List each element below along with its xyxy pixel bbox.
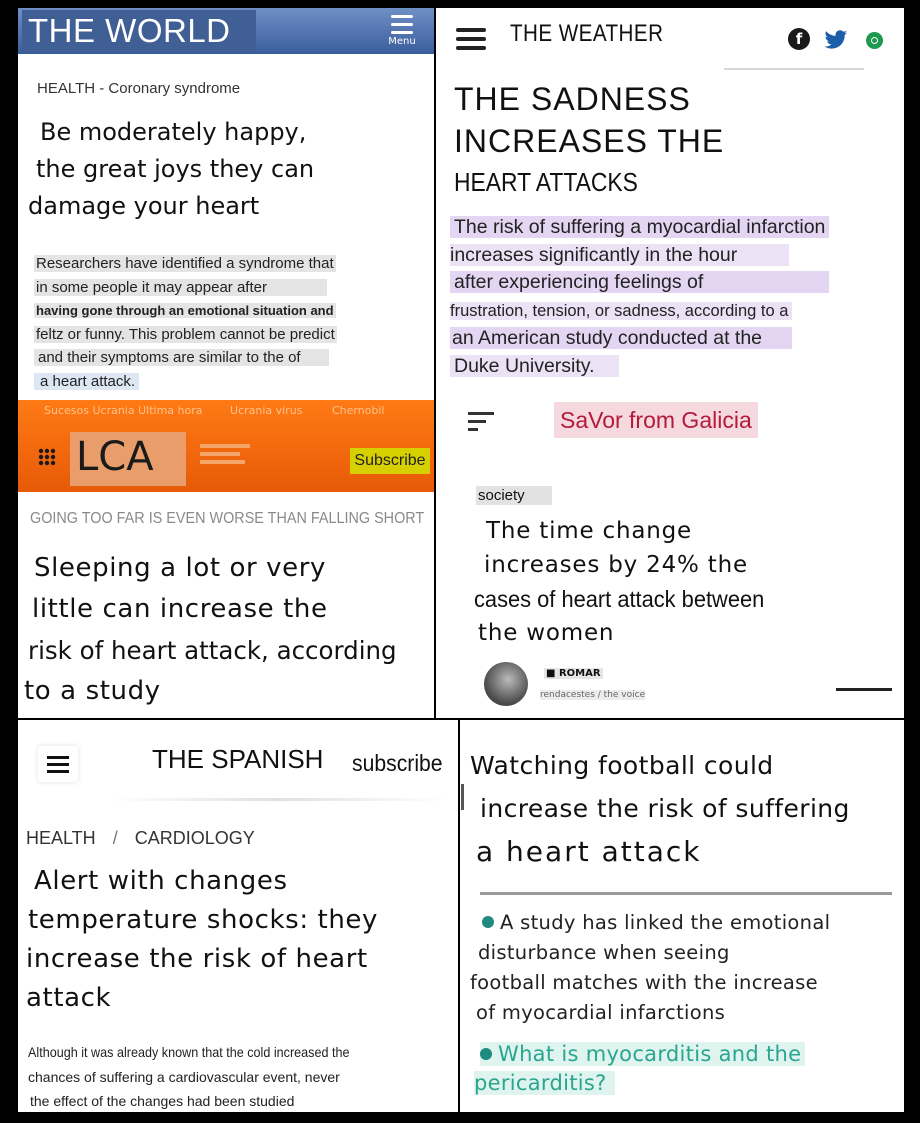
football-bullet-1-line: football matches with the increase bbox=[470, 971, 818, 994]
world-subsection: Coronary syndrome bbox=[108, 80, 241, 97]
bullet-dot-icon bbox=[482, 916, 494, 928]
lca-logo-text: LCA bbox=[76, 434, 154, 480]
lca-headline-line: Sleeping a lot or very bbox=[34, 553, 327, 583]
savor-author-sub: rendacestes / the voice bbox=[540, 690, 646, 700]
weather-headline-line: THE SADNESS bbox=[454, 81, 691, 117]
spanish-section: HEALTH bbox=[26, 828, 96, 848]
breadcrumb-separator: / bbox=[112, 828, 118, 848]
panel-football bbox=[460, 720, 904, 1112]
spanish-lead-line: chances of suffering a cardiovascular event, never bbox=[28, 1068, 340, 1085]
spanish-headline-line: temperature shocks: they bbox=[28, 905, 379, 935]
spanish-subscribe-link[interactable]: subscribe bbox=[352, 750, 443, 776]
facebook-icon[interactable]: f bbox=[788, 28, 810, 50]
panel-the-spanish bbox=[18, 720, 458, 1112]
grid-menu-icon[interactable] bbox=[38, 448, 56, 466]
world-headline-line: the great joys they can bbox=[36, 155, 315, 183]
savor-tag[interactable]: society bbox=[476, 486, 552, 505]
panel-lca bbox=[18, 398, 434, 718]
football-bullet-1[interactable] bbox=[470, 908, 900, 1028]
weather-social-icons bbox=[788, 28, 888, 52]
panel-the-world bbox=[18, 8, 434, 398]
spanish-headline-line: attack bbox=[26, 983, 112, 1013]
world-lead-line: Researchers have identified a syndrome that bbox=[36, 255, 334, 272]
weather-menu-icon[interactable] bbox=[456, 28, 486, 55]
avatar[interactable] bbox=[484, 662, 528, 706]
football-bullet-2-line: pericarditis? bbox=[474, 1071, 615, 1095]
football-headline[interactable] bbox=[470, 744, 900, 873]
lca-tagline-decoration bbox=[200, 440, 250, 476]
lca-headline-line: risk of heart attack, according bbox=[28, 636, 397, 665]
spanish-logo[interactable]: THE SPANISH bbox=[152, 744, 324, 774]
lca-ticker-item[interactable]: Ultima hora bbox=[138, 404, 203, 417]
savor-headline-line: The time change bbox=[486, 518, 693, 544]
spanish-section-label[interactable] bbox=[26, 828, 255, 849]
football-headline-line: a heart attack bbox=[476, 835, 702, 868]
weather-lead bbox=[450, 214, 900, 380]
spanish-header-divider bbox=[108, 798, 448, 801]
savor-divider bbox=[836, 688, 892, 691]
lca-headline[interactable] bbox=[24, 548, 434, 712]
spanish-headline[interactable] bbox=[26, 862, 456, 1018]
world-logo[interactable] bbox=[22, 10, 256, 52]
lca-headline-line: little can increase the bbox=[32, 594, 328, 624]
world-logo-text: THE WORLD bbox=[28, 12, 231, 49]
panel-the-weather bbox=[436, 8, 904, 398]
column-divider bbox=[461, 784, 464, 810]
world-lead bbox=[34, 252, 420, 393]
spanish-menu-button[interactable] bbox=[38, 746, 78, 782]
world-lead-line: feltz or funny. This problem cannot be predict bbox=[36, 325, 335, 343]
savor-headline[interactable] bbox=[474, 514, 894, 650]
weather-header-divider bbox=[724, 68, 864, 70]
grid-dots-icon bbox=[38, 448, 56, 466]
world-section: HEALTH bbox=[37, 80, 96, 97]
world-section-label[interactable]: HEALTH - Coronary syndrome bbox=[37, 80, 241, 97]
lca-ticker-item[interactable]: Chernobil bbox=[331, 404, 385, 417]
spanish-lead-line: Although it was already known that the cold increased the bbox=[28, 1044, 350, 1060]
savor-headline-line: increases by 24% the bbox=[484, 552, 748, 578]
weather-lead-line: Duke University. bbox=[450, 355, 619, 377]
twitter-icon[interactable] bbox=[824, 30, 848, 50]
spanish-lead-line: the effect of the changes had been studied bbox=[30, 1093, 295, 1109]
world-headline-line: damage your heart bbox=[28, 192, 260, 220]
savor-brand-text: SaVor from Galicia bbox=[560, 407, 752, 433]
weather-headline-line: HEART ATTACKS bbox=[454, 167, 638, 197]
world-lead-line: a heart attack. bbox=[34, 373, 139, 390]
football-bullet-1-line: A study has linked the emotional bbox=[500, 911, 831, 934]
football-bullet-2-link[interactable] bbox=[474, 1040, 874, 1098]
lca-ticker-item[interactable]: Ucrania bbox=[92, 404, 135, 417]
football-bullet-1-line: of myocardial infarctions bbox=[476, 1001, 726, 1024]
football-headline-line: Watching football could bbox=[470, 751, 774, 780]
lca-ticker-item[interactable]: Ucrania virus bbox=[230, 404, 303, 417]
world-menu-label: Menu bbox=[388, 36, 416, 47]
spanish-headline-line: increase the risk of heart bbox=[26, 944, 368, 974]
savor-headline-line: cases of heart attack between bbox=[474, 586, 765, 612]
hamburger-icon bbox=[391, 15, 413, 34]
lca-headline-line: to a study bbox=[24, 676, 161, 706]
weather-lead-line: frustration, tension, or sadness, according to a bbox=[450, 302, 792, 320]
spanish-lead bbox=[28, 1040, 428, 1112]
sort-menu-icon[interactable] bbox=[468, 412, 494, 431]
football-bullet-1-line: disturbance when seeing bbox=[478, 941, 730, 964]
weather-lead-line: an American study conducted at the bbox=[450, 327, 792, 349]
savor-author-name: ROMAR bbox=[558, 668, 601, 679]
world-lead-line: in some people it may appear after bbox=[34, 279, 327, 296]
weather-lead-line: increases significantly in the hour bbox=[450, 244, 789, 266]
world-menu-button[interactable] bbox=[382, 12, 422, 52]
football-divider bbox=[480, 892, 892, 895]
football-headline-line: increase the risk of suffering bbox=[480, 794, 850, 823]
bullet-dot-icon bbox=[480, 1048, 492, 1060]
weather-headline-line: INCREASES THE bbox=[454, 123, 725, 159]
world-headline[interactable] bbox=[28, 114, 428, 225]
list-icon bbox=[47, 756, 69, 773]
lca-subscribe-button[interactable]: Subscribe bbox=[350, 448, 430, 474]
savor-author[interactable] bbox=[544, 668, 603, 679]
weather-logo[interactable]: THE WEATHER bbox=[510, 20, 664, 47]
spanish-subsection: CARDIOLOGY bbox=[134, 828, 255, 848]
lca-kicker: GOING TOO FAR IS EVEN WORSE THAN FALLING SHORT bbox=[30, 510, 425, 527]
weather-lead-line: The risk of suffering a myocardial infarction bbox=[450, 216, 829, 238]
lca-logo[interactable] bbox=[70, 432, 186, 486]
savor-headline-line: the women bbox=[478, 620, 615, 646]
spanish-headline-line: Alert with changes bbox=[34, 866, 288, 896]
person-icon: ■ bbox=[546, 668, 559, 679]
savor-brand[interactable] bbox=[554, 402, 758, 438]
lca-ticker bbox=[44, 404, 434, 417]
football-bullet-2-line: What is myocarditis and the bbox=[498, 1042, 802, 1066]
weather-headline[interactable] bbox=[454, 78, 894, 202]
world-lead-line: and their symptoms are similar to the of bbox=[34, 349, 329, 366]
world-lead-line: having gone through an emotional situation and bbox=[36, 303, 334, 318]
weather-lead-line: after experiencing feelings of bbox=[450, 271, 829, 293]
whatsapp-icon[interactable] bbox=[866, 32, 883, 49]
world-headline-line: Be moderately happy, bbox=[40, 118, 307, 146]
panel-savor bbox=[436, 398, 904, 718]
lca-ticker-item[interactable]: Sucesos bbox=[44, 404, 89, 417]
